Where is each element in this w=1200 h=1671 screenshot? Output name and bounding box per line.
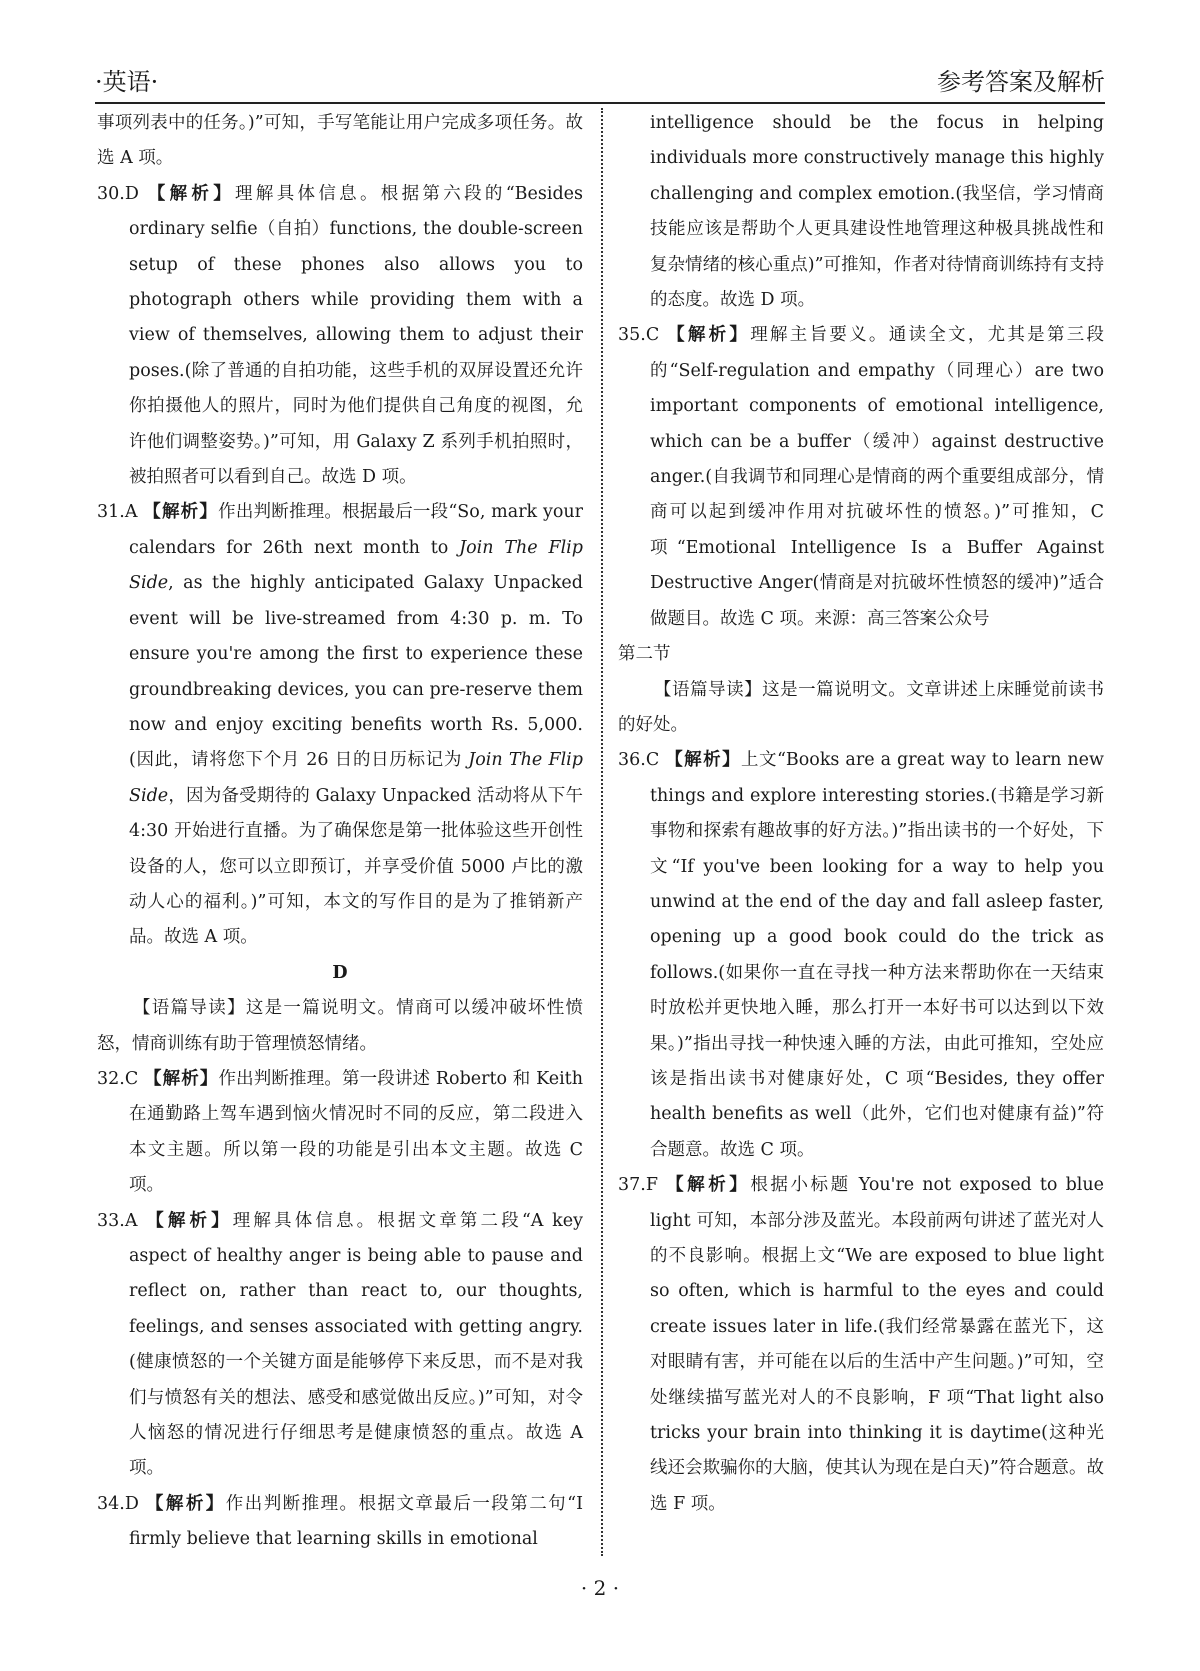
answer-text: 理解具体信息。根据第六段的“Besides ordinary selfie（自拍）functions, the double-screen setup of these phones also allows you to photograph others while providing them with a view of themselves, allowing them to adjust their poses.(除了普通的自拍功能，这些手机的双屏设置还允许你拍摄他人的照片，同时为他们提供自己角度的视图，允许他们调整姿势。)”可知，用 Galaxy Z 系列手机拍照时，被拍照者可以看到自己。故选 D 项。 bbox=[129, 183, 584, 488]
event-title: Join The Flip Side bbox=[129, 750, 583, 806]
question-number: 33.A bbox=[97, 1210, 147, 1231]
page-number: · 2 · bbox=[580, 1576, 620, 1600]
analysis-tag: 【解析】 bbox=[666, 1175, 751, 1196]
answer-text: 上文“Books are a great way to learn new things and explore interesting stories.(书籍是学习新事物和探索有趣故事的好方法。)”指出读书的一个好处，下文“If you've been looking for a way to help you unwind at the end of the day and fall asleep faster, opening up a good book could do the trick as follows.(如果你一直在寻找一种方法来帮助你在一天结束时放松并更快地入睡，那么打开一本好书可以达到以下效果。)”指出寻找一种快速入睡的方法，由此可推知，空处应该是指出读书对健康好处，C 项“Besides, they offer health benefits as well（此外，它们也对健康有益)”符合题意。故选 C 项。 bbox=[650, 750, 1104, 1160]
question-number: 34.D bbox=[97, 1493, 146, 1514]
analysis-tag: 【解析】 bbox=[667, 325, 751, 346]
answer-text: 根据小标题 You're not exposed to blue light 可知，本部分涉及蓝光。本段前两句讲述了蓝光对人的不良影响。根据上文“We are exposed to blue light so often, which is harmful to the eyes and could create issues later in life.(我们经常暴露在蓝光下，这对眼睛有害，并可能在以后的生活中产生问题。)”可知，空处继续描写蓝光对人的不良影响，F 项“That light also tricks your brain into thinking it is daytime(这种光线还会欺骗你的大脑，使其认为现在是白天)”符合题意。故选 F 项。 bbox=[650, 1175, 1104, 1514]
subject-label: ·英语· bbox=[95, 68, 159, 96]
answer-34 bbox=[97, 1487, 583, 1558]
answer-text: 作出判断推理。根据最后一段“So, mark your calendars for 26th next month to bbox=[129, 502, 583, 558]
section-title: 参考答案及解析 bbox=[937, 68, 1105, 96]
passage-intro: 【语篇导读】这是一篇说明文。情商可以缓冲破坏性愤怒，情商训练有助于管理愤怒情绪。 bbox=[97, 998, 583, 1054]
analysis-tag: 【解析】 bbox=[145, 1493, 226, 1514]
answer-text: 理解具体信息。根据文章第二段“A key aspect of healthy anger is being able to pause and reflect on, rather than react to, our thoughts, feelings, and senses associated with getting angry.(健康愤怒的一个关键方面是能够停下来反思，而不是对我们与愤怒有关的想法、感受和感觉做出反应。)”可知，对令人恼怒的情况进行仔细思考是健康愤怒的重点。故选 A 项。 bbox=[129, 1210, 583, 1479]
analysis-tag: 【解析】 bbox=[147, 183, 236, 204]
answer-33 bbox=[97, 1204, 583, 1487]
page-header bbox=[95, 62, 1105, 104]
answer-31 bbox=[97, 495, 583, 955]
continued-paragraph: 事项列表中的任务。)”可知，手写笔能让用户完成多项任务。故选 A 项。 bbox=[97, 113, 583, 169]
analysis-tag: 【解析】 bbox=[665, 750, 742, 771]
question-number: 32.C bbox=[97, 1068, 144, 1089]
answer-text: 作出判断推理。第一段讲述 Roberto 和 Keith 在通勤路上驾车遇到恼火情况时不同的反应，第二段进入本文主题。所以第一段的功能是引出本文主题。故选 C 项。 bbox=[129, 1068, 583, 1196]
answer-37 bbox=[618, 1168, 1104, 1522]
answer-36 bbox=[618, 743, 1104, 1168]
answer-32 bbox=[97, 1062, 583, 1204]
question-number: 35.C bbox=[618, 325, 668, 346]
question-number: 30.D bbox=[97, 183, 148, 204]
answer-35 bbox=[618, 318, 1104, 637]
analysis-tag: 【解析】 bbox=[146, 1210, 233, 1231]
section-heading: 第二节 bbox=[618, 644, 671, 665]
section-heading: D bbox=[332, 962, 348, 983]
answer-text: , as the highly anticipated Galaxy Unpacked event will be live-streamed from 4:30 p. m. To ensure you're among the first to experience these groundbreaking devices, you can pre-reserve them now and enjoy exciting benefits worth Rs. 5,000.(因此，请将您下个月 26 日的日历标记为 bbox=[129, 573, 583, 771]
answer-text: ，因为备受期待的 Galaxy Unpacked 活动将从下午 4:30 开始进行直播。为了确保您是第一批体验这些开创性设备的人，您可以立即预订，并享受价值 5000 卢比的激动人心的福利。)”可知，本文的写作目的是为了推销新产品。故选 A 项。 bbox=[129, 785, 583, 948]
continued-paragraph: intelligence should be the focus in helping individuals more constructively manage this highly challenging and complex emotion.(我坚信，学习情商技能应该是帮助个人更具建设性地管理这种极具挑战性和复杂情绪的核心重点)”可推知，作者对待情商训练持有支持的态度。故选 D 项。 bbox=[650, 113, 1104, 311]
passage-intro: 【语篇导读】这是一篇说明文。文章讲述上床睡觉前读书的好处。 bbox=[618, 679, 1104, 735]
event-title: Join The Flip Side bbox=[129, 537, 583, 594]
question-number: 31.A bbox=[97, 502, 144, 523]
column-divider bbox=[601, 108, 603, 1556]
analysis-tag: 【解析】 bbox=[143, 1068, 219, 1089]
left-column bbox=[97, 106, 583, 1558]
analysis-tag: 【解析】 bbox=[143, 502, 219, 523]
answer-text: 作出判断推理。根据文章最后一段第二句“I firmly believe that learning skills in emotional bbox=[129, 1493, 583, 1550]
answer-text: 理解主旨要义。通读全文，尤其是第三段的“Self-regulation and empathy（同理心）are two important components of emotional intelligence, which can be a buffer（缓冲）against destructive anger.(自我调节和同理心是情商的两个重要组成部分，情商可以起到缓冲作用对抗破坏性的愤怒。)”可推知，C 项“Emotional Intelligence Is a Buffer Against Destructive Anger(情商是对抗破坏性愤怒的缓冲)”适合做题目。故选 C 项。来源：高三答案公众号 bbox=[650, 325, 1105, 629]
question-number: 36.C bbox=[618, 750, 666, 771]
question-number: 37.F bbox=[618, 1175, 667, 1196]
right-column bbox=[618, 106, 1104, 1522]
answer-30 bbox=[97, 177, 583, 496]
